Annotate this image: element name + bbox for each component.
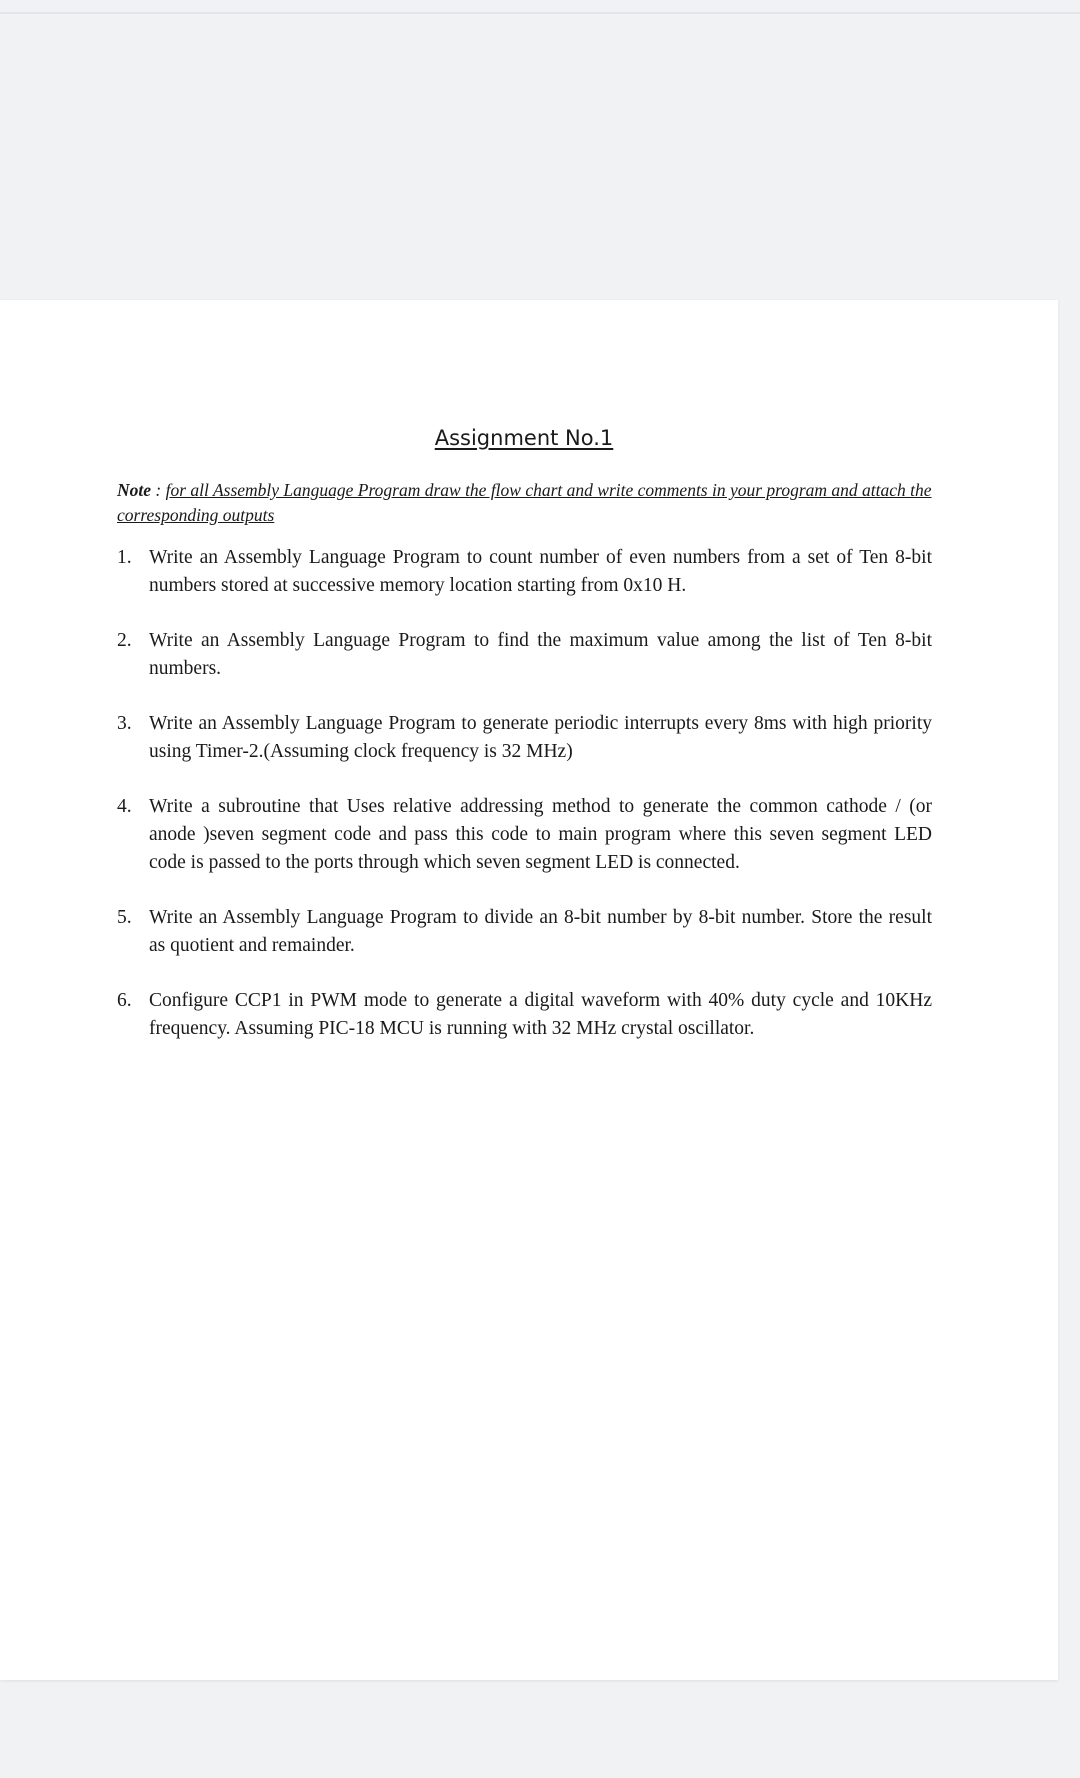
question-item	[117, 544, 932, 600]
question-item	[117, 987, 932, 1043]
question-list	[117, 544, 932, 1070]
question-item	[117, 627, 932, 683]
title-text: Assignment No.1	[434, 426, 614, 450]
question-text: Write an Assembly Language Program to generate periodic interrupts every 8ms with high priority using Timer-2.(Assuming clock frequency is 32 MHz)	[149, 713, 932, 762]
document-page	[0, 300, 1058, 1680]
question-text: Write an Assembly Language Program to find the maximum value among the list of Ten 8-bit numbers.	[149, 630, 932, 679]
question-text: Configure CCP1 in PWM mode to generate a digital waveform with 40% duty cycle and 10KHz frequency. Assuming PIC-18 MCU is running with 32 MHz crystal oscillator.	[149, 990, 932, 1039]
page-title	[0, 426, 1048, 450]
question-number: 2.	[117, 630, 132, 651]
note-text: for all Assembly Language Program draw the flow chart and write comments in your program and attach the corresponding outputs	[117, 480, 932, 525]
question-number: 4.	[117, 796, 132, 817]
question-text: Write a subroutine that Uses relative addressing method to generate the common cathode / (or anode )seven segment code and pass this code to main program where this seven segment LED code is passed to the ports through which seven segment LED is connected.	[149, 796, 932, 873]
question-item	[117, 710, 932, 766]
question-item	[117, 904, 932, 960]
note-paragraph	[117, 478, 932, 528]
question-number: 5.	[117, 907, 132, 928]
question-number: 3.	[117, 713, 132, 734]
question-item	[117, 793, 932, 877]
note-separator: :	[151, 480, 166, 500]
top-divider	[0, 12, 1080, 14]
question-text: Write an Assembly Language Program to count number of even numbers from a set of Ten 8-bit numbers stored at successive memory location starting from 0x10 H.	[149, 547, 932, 596]
question-text: Write an Assembly Language Program to divide an 8-bit number by 8-bit number. Store the result as quotient and remainder.	[149, 907, 932, 956]
note-label: Note	[117, 480, 152, 500]
question-number: 6.	[117, 990, 132, 1011]
question-number: 1.	[117, 547, 132, 568]
